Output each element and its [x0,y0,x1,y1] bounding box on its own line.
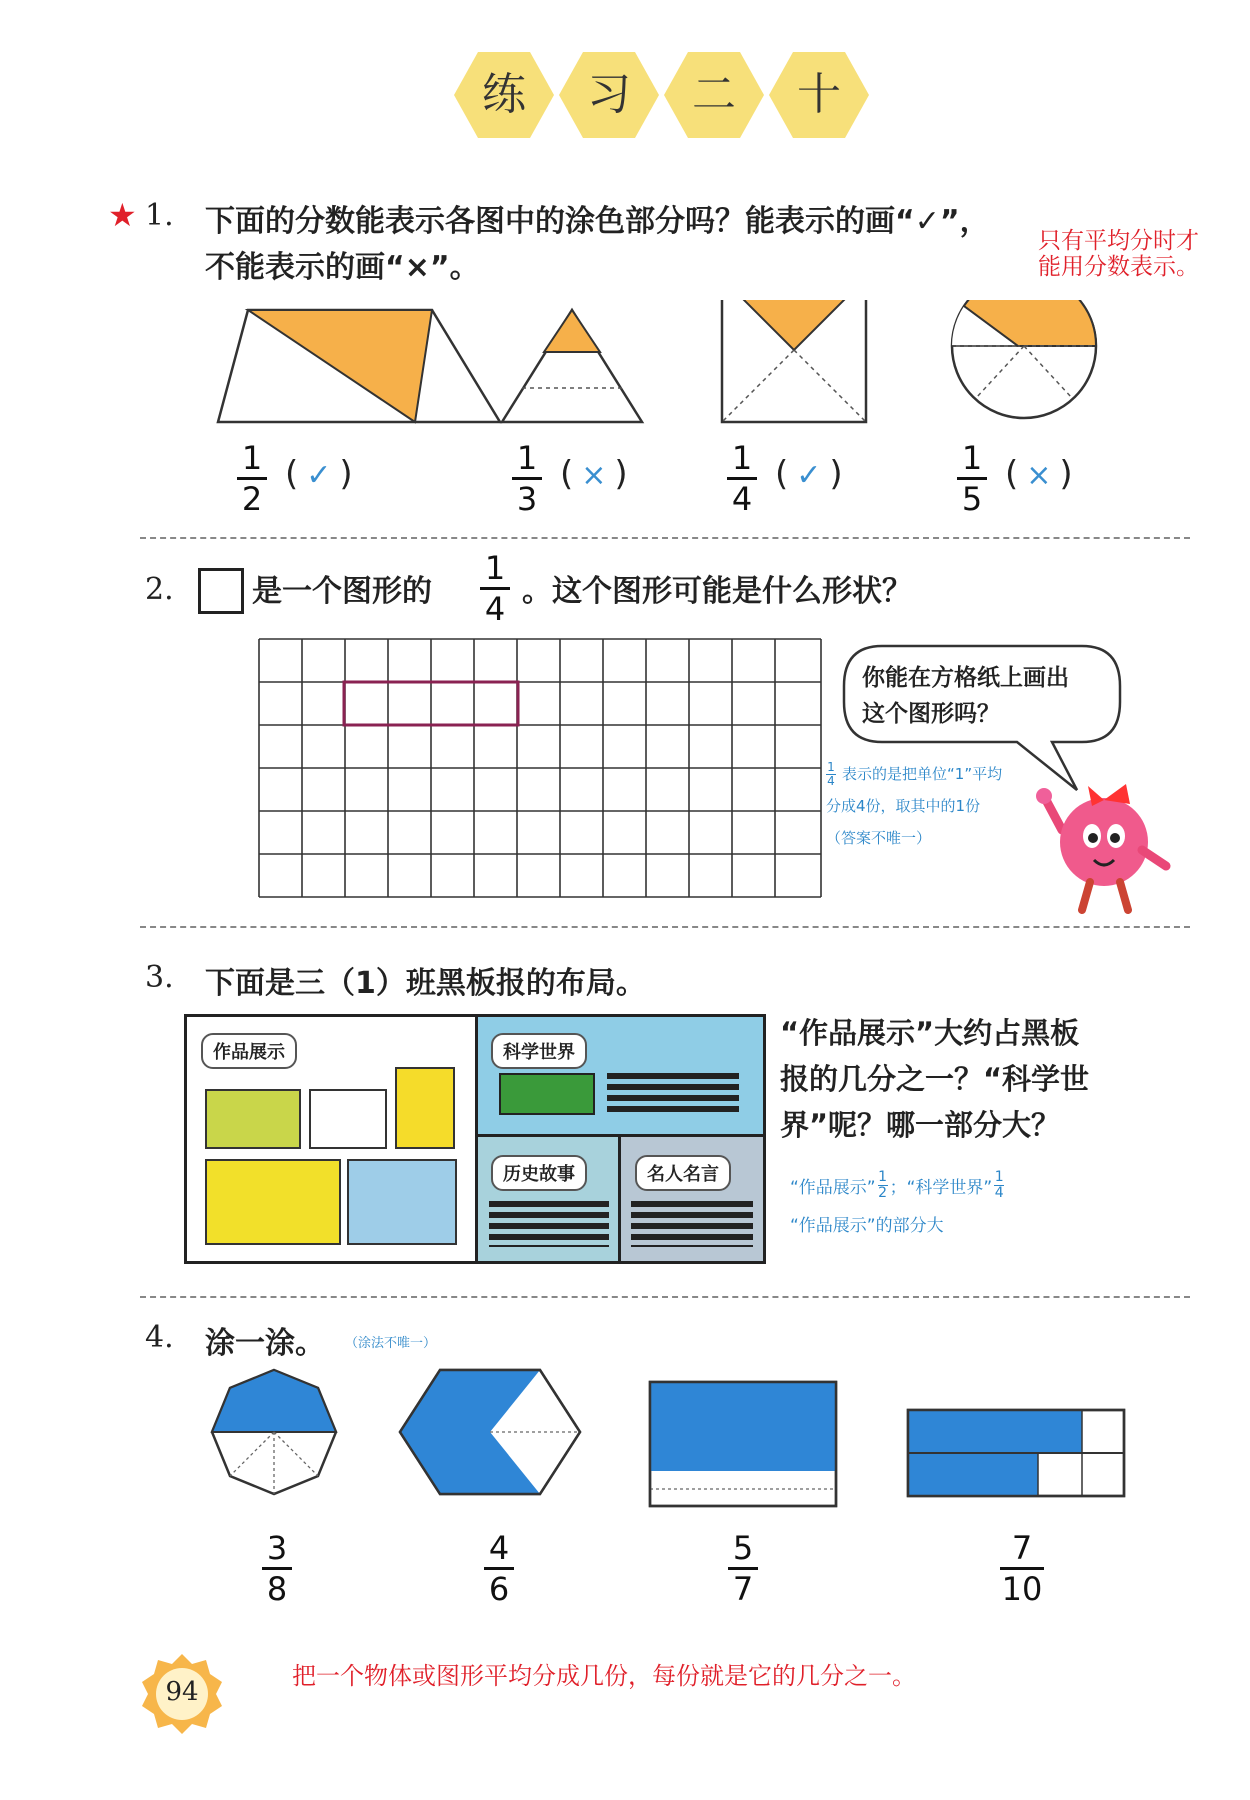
q3-number: 3. [145,960,174,995]
board-works-tile [205,1159,341,1245]
q3-answer: “作品展示” 1 2 ；“科学世界” 1 4 “作品展示”的部分大 [790,1169,1004,1236]
q1-fraction-3: 1 4 [727,440,757,517]
q1-figure-square [722,300,866,422]
q1-figure-trapezoid [218,310,500,422]
q4-number: 4. [145,1320,174,1355]
q2-square-icon [198,568,244,614]
q4-fraction-4: 7 10 [1001,1529,1043,1608]
board-label-works: 作品展示 [201,1033,297,1069]
q2-note: 1 4 表示的是把单位“1”平均 分成4份，取其中的1份 （答案不唯一） [826,759,1003,847]
board-history-text-lines [489,1201,609,1247]
q1-figure-triangle [502,310,642,422]
bubble-text: 你能在方格纸上画出 这个图形吗？ [862,665,1069,727]
board-works-tile [347,1159,457,1245]
q1-line2: 不能表示的画“×”。 [205,250,480,285]
q1-figure-circle [952,300,1096,418]
q2-grid-paper [258,638,824,902]
divider-2 [140,926,1190,928]
board-works-tile [395,1067,455,1149]
title-hex-4: 十 [767,50,871,140]
q1-line1: 下面的分数能表示各图中的涂色部分吗？能表示的画“✓”， [205,204,990,239]
blackboard-layout [184,1014,766,1264]
board-works-tile [205,1089,301,1149]
divider-3 [140,1296,1190,1298]
star-icon: ★ [108,196,137,234]
board-science-text-lines [607,1073,739,1113]
q1-note: 只有平均分时才 能用分数表示。 [1038,228,1199,280]
q4-text: 涂一涂。 [205,1326,325,1361]
footer-tip: 把一个物体或图形平均分成几份，每份就是它的几分之一。 [292,1662,916,1690]
q3-text: 下面是三（1）班黑板报的布局。 [205,966,646,1001]
q3-question: “作品展示”大约占黑板 报的几分之一？“科学世 界”呢？哪一部分大？ [780,1016,1090,1142]
board-quotes-text-lines [631,1201,753,1247]
q1-answer-1: ( ✓ ) [285,454,353,494]
board-label-quotes: 名人名言 [635,1155,731,1191]
q4-fraction-3: 5 7 [728,1530,758,1607]
q4-figure-rectangle [650,1382,836,1506]
title-hex-1: 练 [452,50,556,140]
q4-figure-strip [908,1410,1124,1496]
q2-text-after: 。这个图形可能是什么形状？ [522,574,912,609]
q1-answer-3: ( ✓ ) [775,454,843,494]
q1-fraction-2: 1 3 [512,440,542,517]
divider-1 [140,537,1190,539]
q1-answer-2: ( × ) [560,454,628,494]
q1-figures [210,300,1210,430]
q1-number: 1. [145,198,174,233]
q1-fraction-4: 1 5 [957,440,987,517]
q4-fraction-1: 3 8 [262,1530,292,1607]
board-works-tile [309,1089,387,1149]
q4-figure-hexagon [400,1370,580,1494]
q4-note: （涂法不唯一） [345,1336,437,1351]
q4-figures [190,1362,1150,1522]
board-label-history: 历史故事 [491,1155,587,1191]
q4-figure-octagon [212,1370,336,1494]
board-science-picture [499,1073,595,1115]
mascot-character [1030,770,1180,920]
q1-fraction-1: 1 2 [237,440,267,517]
q2-text-before: 是一个图形的 [252,574,432,609]
title-hex-2: 习 [557,50,661,140]
q2-number: 2. [145,572,174,607]
q2-fraction: 1 4 [480,550,510,627]
page-number: 94 [165,1677,199,1707]
q1-answer-4: ( × ) [1005,454,1073,494]
board-label-science: 科学世界 [491,1033,587,1069]
title-hex-3: 二 [662,50,766,140]
q4-fraction-2: 4 6 [484,1530,514,1607]
